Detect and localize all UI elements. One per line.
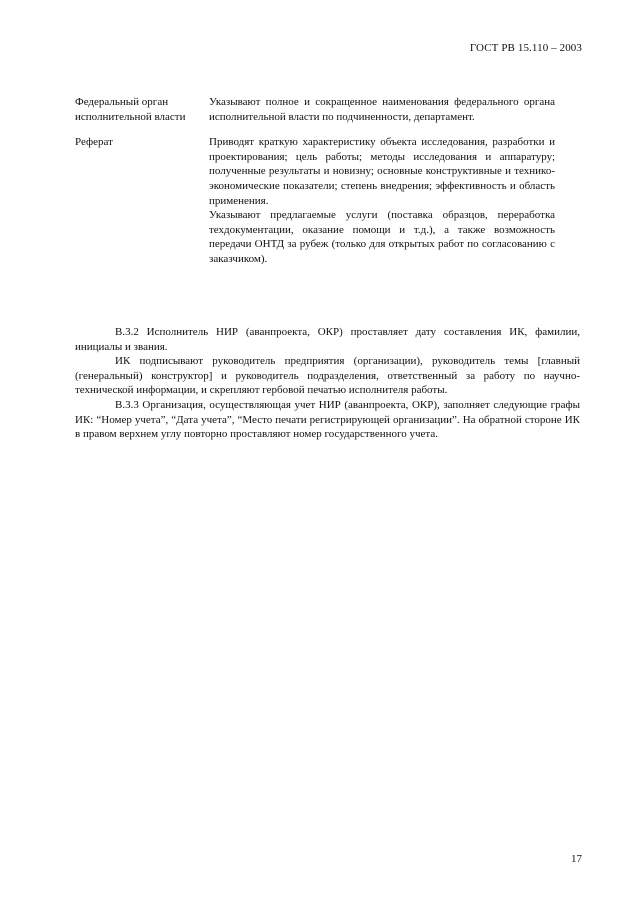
definition-term: Федеральный орган исполнительной власти (75, 96, 186, 123)
definition-description (209, 135, 555, 266)
definition-paragraph: Указывают полное и сокращенное наименования федерального органа исполнительной власти по подчиненности, департамент. (209, 96, 555, 123)
body-paragraph: ИК подписывают руководитель предприятия (организации), руководитель темы [главный (генеральный) конструктор] и руководитель подразделения, ответственный за работу по научно-технической информации, и скрепляют гербовой печатью исполнителя работы. (75, 355, 580, 397)
body-paragraph: В.3.3 Организация, осуществляющая учет НИР (аванпроекта, ОКР), заполняет следующие графы ИК: “Номер учета”, “Дата учета”, “Место печати регистрирующей организации”. На обратной стороне ИК в правом верхнем углу повторно проставляют номер государственного учета. (75, 398, 580, 441)
definition-row-federal-body (75, 95, 555, 124)
document-header-code: ГОСТ РВ 15.110 – 2003 (469, 42, 582, 54)
body-paragraph: В.3.2 Исполнитель НИР (аванпроекта, ОКР) проставляет дату составления ИК, фамилии, инициалы и звания. (75, 326, 580, 353)
definition-paragraph: Указывают предлагаемые услуги (поставка образцов, переработка техдокументации, оказание помощи и т.д.), а также возможность передачи ОНТД за рубеж (только для открытых работ по согласованию с заказчиком). (209, 209, 555, 265)
definition-description (209, 95, 555, 124)
page-number: 17 (571, 853, 582, 865)
definition-row-abstract (75, 135, 555, 266)
definition-term: Реферат (75, 136, 113, 149)
definition-paragraph: Приводят краткую характеристику объекта исследования, разработки и проектирования; цель работы; методы исследования и аппаратуру; полученные результаты и новизну; основные конструктивные и технико-экономические показатели; степень внедрения; эффективность и область применения. (209, 136, 555, 207)
body-text (75, 325, 580, 442)
definitions-table (75, 95, 555, 278)
